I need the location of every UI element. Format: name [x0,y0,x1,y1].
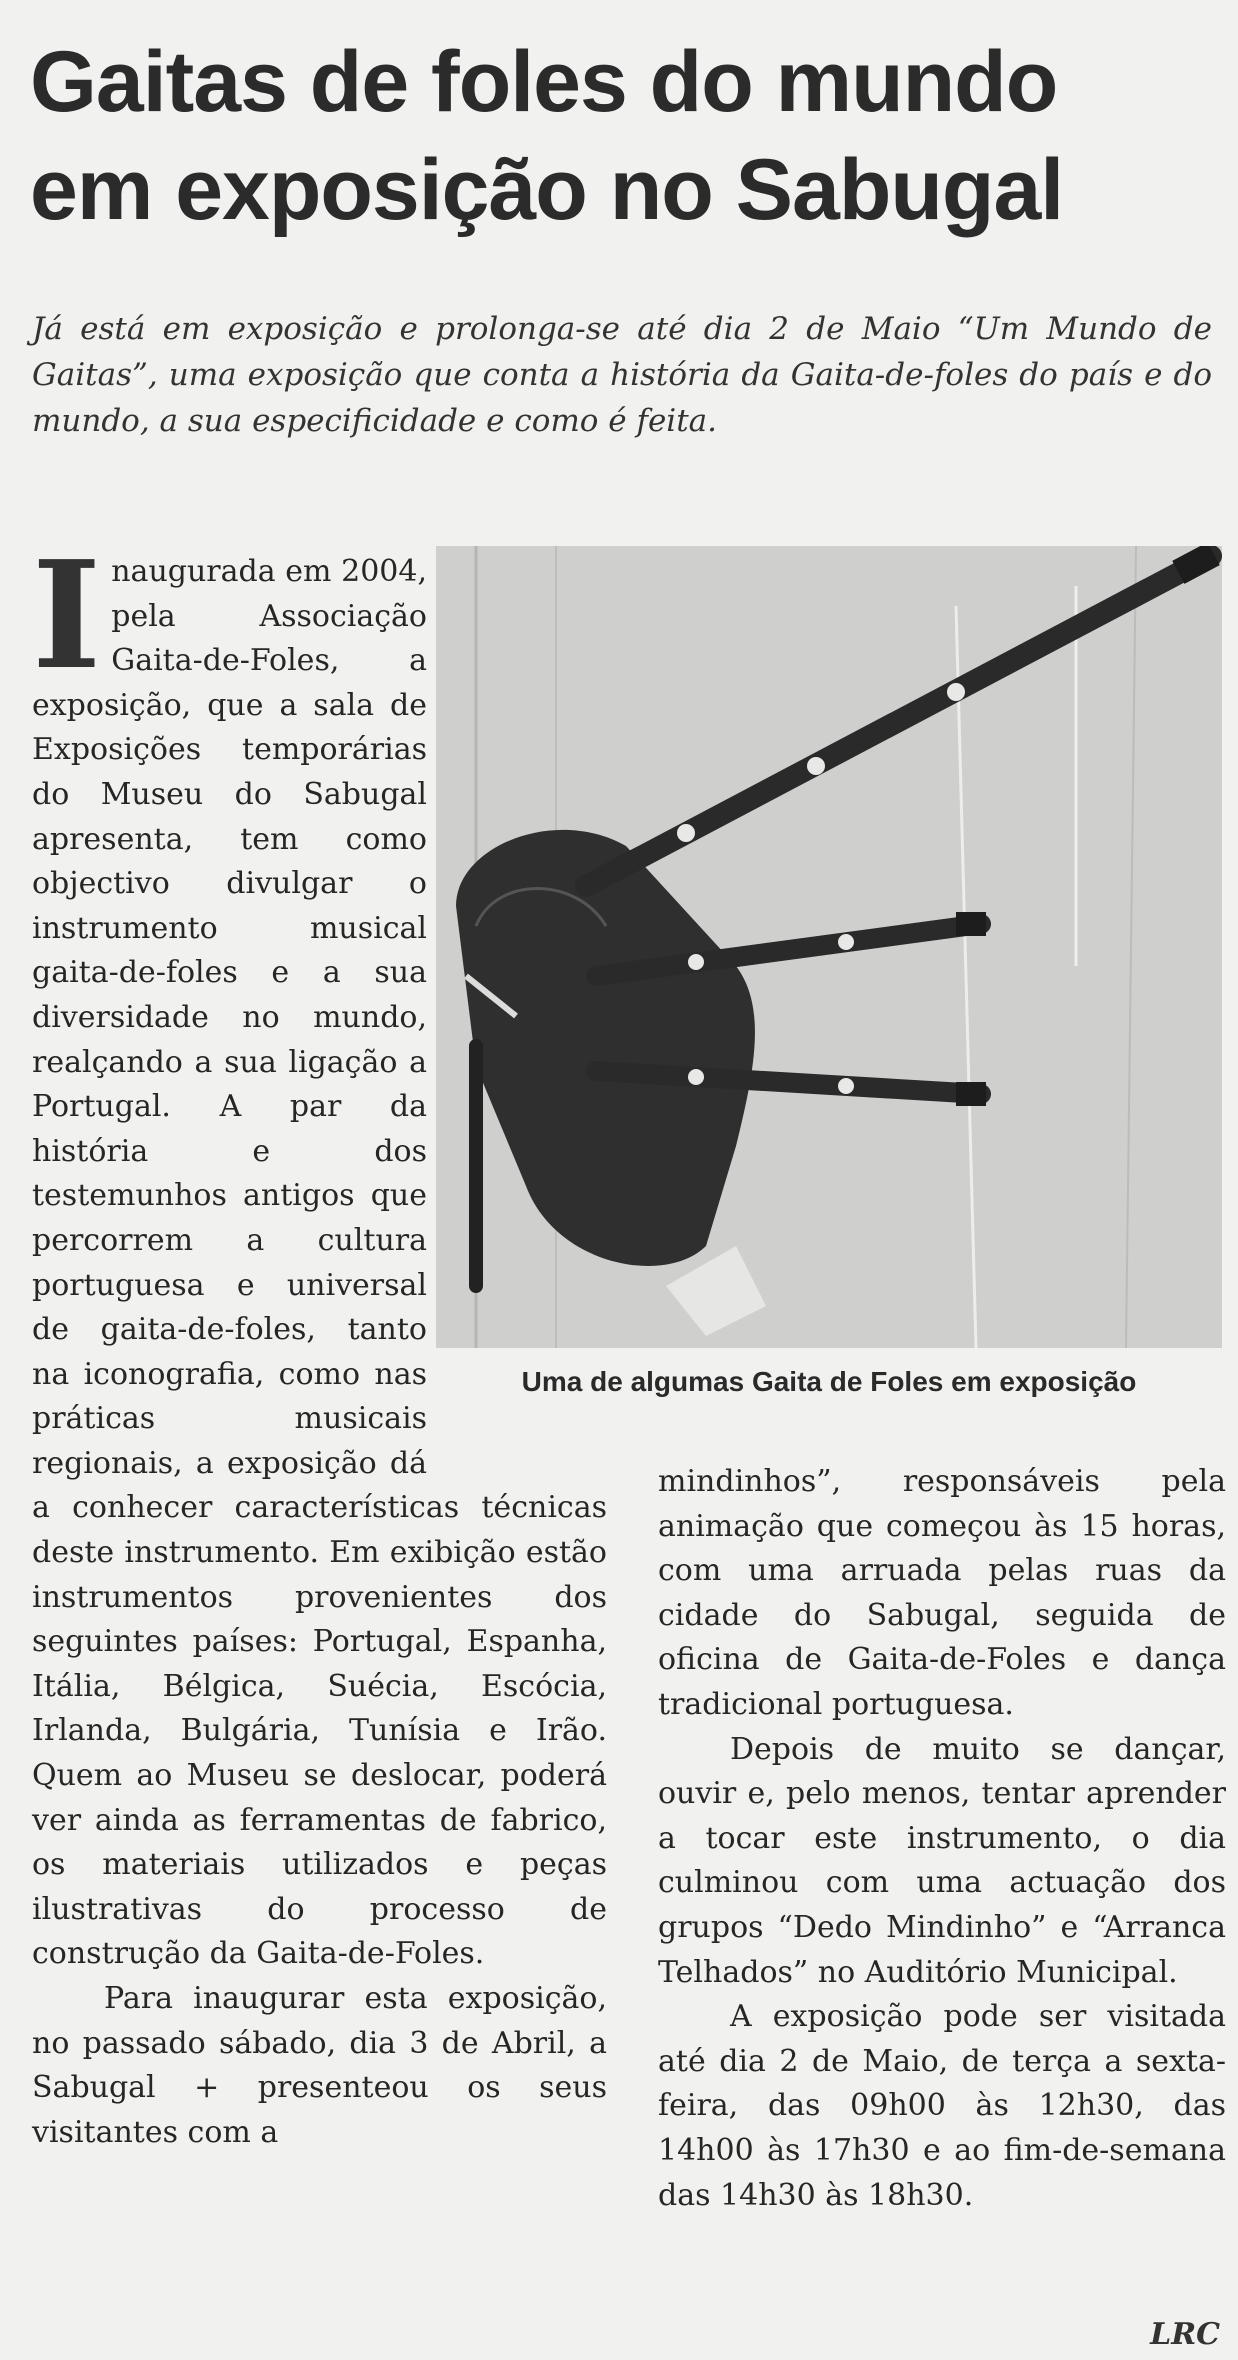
right-column [658,1460,1226,2218]
headline-line-1: Gaitas de foles do mundo [30,34,1058,130]
left-column [32,528,607,2155]
right-paragraph-3: A exposição pode ser visitada até dia 2 de Maio, de terça a sexta-feira, das 09h00 às 12h30, das 14h00 às 17h30 e ao fim-de-semana das 14h30 às 18h30. [658,1999,1226,2213]
right-paragraph-2: Depois de muito se dançar, ouvir e, pelo menos, tentar aprender a tocar este instrumento, o dia culminou com uma actuação dos grupos “Dedo Mindinho” e “Arranca Telhados” no Auditório Municipal. [658,1731,1226,1990]
author-signature: LRC [1150,2317,1220,2352]
right-paragraph-1: mindinhos”, responsáveis pela animação que começou às 15 horas, com uma arruada pelas ruas da cidade do Sabugal, seguida de oficina de Gaita-de-Foles e dança tradicional portuguesa. [658,1464,1226,1722]
drop-cap: I [32,528,102,702]
left-paragraph-1 [32,528,607,1977]
left-paragraph-2: Para inaugurar esta exposição, no passado sábado, dia 3 de Abril, a Sabugal + presenteou os seus visitantes com a [32,1981,607,2150]
lead-paragraph: Já está em exposição e prolonga-se até dia 2 de Maio “Um Mundo de Gaitas”, uma exposição que conta a história da Gaita-de-foles do país e do mundo, a sua especificidade e como é feita. [32,311,1212,439]
headline [30,28,1220,244]
photo-caption: Uma de algumas Gaita de Foles em exposição [521,1366,1137,1397]
left-paragraph-1-text: naugurada em 2004, pela Associação Gaita-de-Foles, a exposição, que a sala de Exposições temporárias do Museu do Sabugal apresenta, tem como objectivo divulgar o instrumento musical gaita-de-foles e a sua diversidade no mundo, realçando a sua ligação a Portugal. A par da história e dos testemunhos antigos que percorrem a cultura portuguesa e universal de gaita-de-foles, tanto na iconografia, como nas práticas musicais regionais, a exposição dá a conhecer características técnicas deste instrumento. Em exibição estão instrumentos provenientes dos seguintes países: Portugal, Espanha, Itália, Bélgica, Suécia, Escócia, Irlanda, Bulgária, Tunísia e Irão. Quem ao Museu se deslocar, poderá ver ainda as ferramentas de fabrico, os materiais utilizados e peças ilustrativas do processo de construção da Gaita-de-Foles. [32,554,607,1972]
headline-line-2: em exposição no Sabugal [30,142,1064,238]
